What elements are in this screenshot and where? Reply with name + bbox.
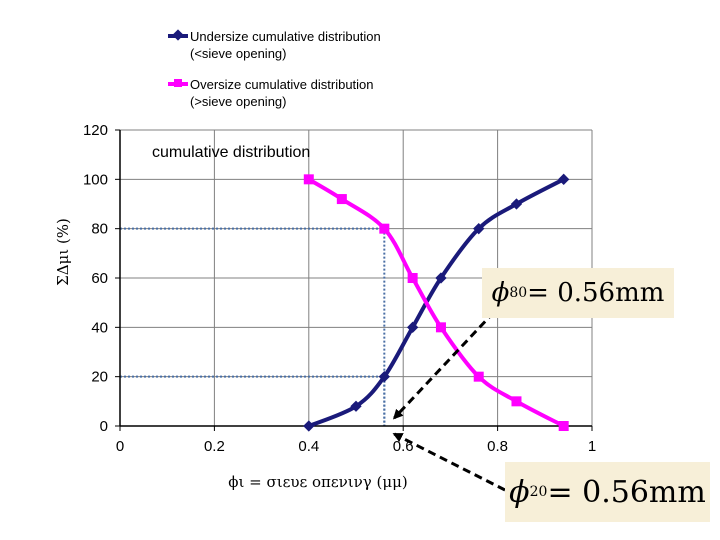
- phi20-symbol: ϕ: [509, 474, 530, 510]
- data-point-oversize: [511, 396, 521, 406]
- phi20-annotation: [505, 462, 710, 522]
- data-point-oversize: [337, 194, 347, 204]
- x-tick-label: 0.2: [203, 438, 225, 455]
- legend-label-oversize-1: Oversize cumulative distribution: [190, 77, 374, 92]
- y-tick-label: 60: [91, 270, 108, 287]
- y-tick-label: 80: [91, 220, 108, 238]
- data-point-oversize: [436, 322, 446, 332]
- legend-item-undersize: [168, 28, 428, 62]
- legend-item-oversize: [168, 76, 428, 110]
- x-tick-label: 0: [115, 438, 125, 455]
- legend-swatch-oversize: [168, 82, 188, 86]
- phi80-value: = 0.56mm: [527, 278, 665, 308]
- phi80-symbol: ϕ: [491, 278, 510, 308]
- y-axis-label: ΣΔμι (%): [54, 218, 72, 286]
- y-tick-label: 100: [82, 171, 108, 189]
- data-point-oversize: [379, 224, 389, 234]
- data-point-oversize: [559, 421, 569, 431]
- legend-label-undersize-1: Undersize cumulative distribution: [190, 29, 381, 44]
- x-tick-label: 0.8: [487, 438, 509, 455]
- chart-legend: [168, 28, 428, 124]
- x-axis-label: ϕι = σιευε οπενινγ (μμ): [228, 473, 408, 491]
- x-tick-label: 0.6: [392, 438, 414, 455]
- x-tick-label: 0.4: [298, 438, 320, 455]
- data-point-undersize: [303, 420, 314, 431]
- data-point-oversize: [304, 174, 314, 184]
- data-point-oversize: [474, 372, 484, 382]
- phi80-subscript: 80: [509, 285, 528, 301]
- chart-title: cumulative distribution: [152, 144, 311, 161]
- legend-swatch-undersize: [168, 34, 188, 38]
- y-tick-label: 20: [91, 368, 108, 386]
- phi20-value: = 0.56mm: [547, 474, 706, 510]
- x-tick-label: 1: [587, 438, 597, 455]
- y-tick-label: 40: [91, 319, 108, 337]
- y-tick-label: 0: [99, 418, 108, 435]
- phi80-annotation: [482, 268, 674, 318]
- data-point-oversize: [408, 273, 418, 283]
- y-tick-label: 120: [82, 122, 108, 139]
- phi20-subscript: 20: [529, 484, 548, 500]
- legend-label-undersize-2: (<sieve opening): [190, 46, 287, 61]
- legend-label-oversize-2: (>sieve opening): [190, 94, 287, 109]
